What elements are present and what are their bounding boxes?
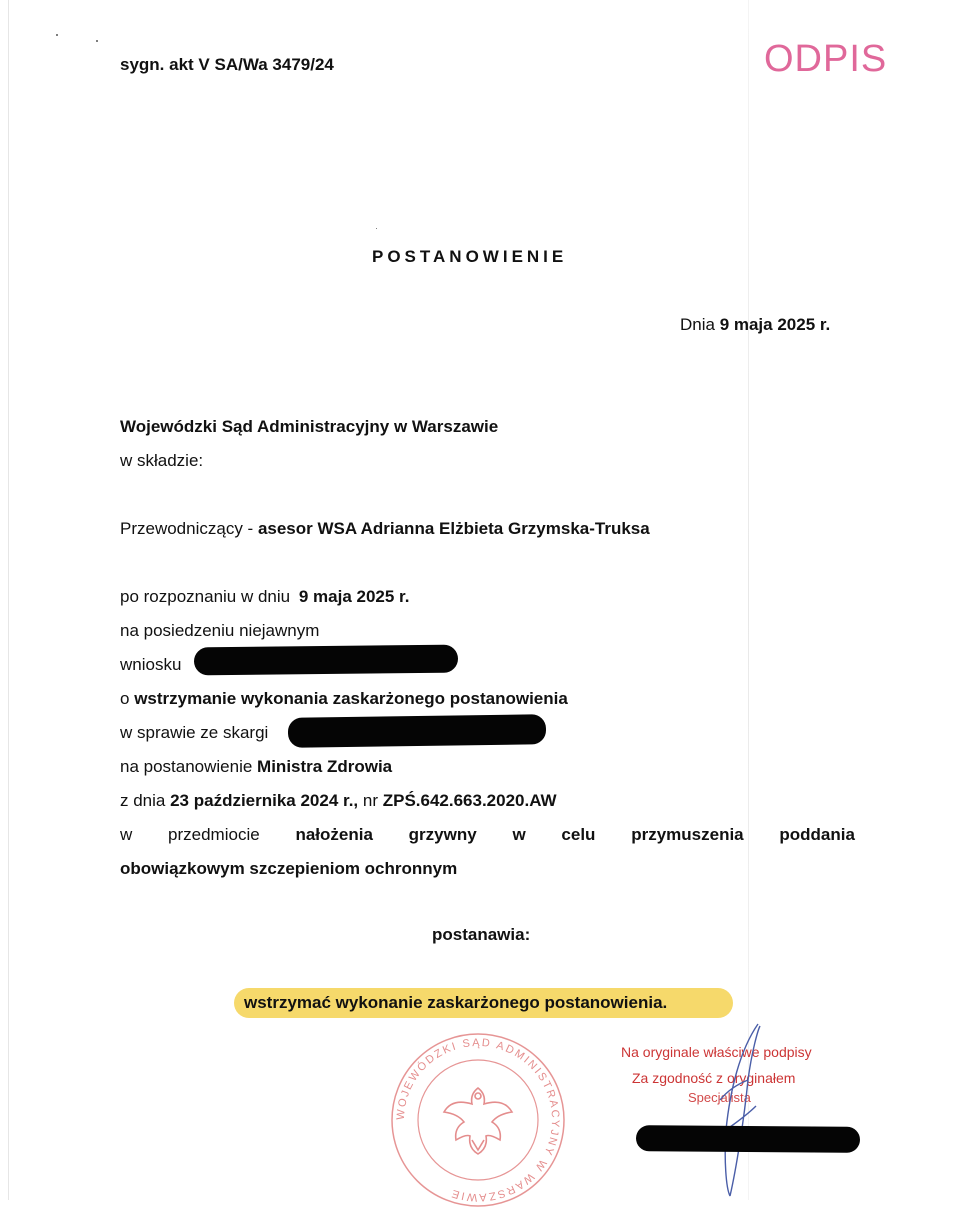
redaction-bar-signatory: [636, 1125, 860, 1153]
motion-line: wniosku: [120, 655, 182, 674]
scan-speck: [96, 40, 98, 42]
complaint-line: w sprawie ze skargi: [120, 723, 269, 742]
court-name: Wojewódzki Sąd Administracyjny w Warszawie: [120, 417, 499, 436]
certification-role: Specjalista: [688, 1090, 751, 1105]
redaction-bar-applicant: [194, 645, 458, 676]
court-seal-icon: [388, 1030, 568, 1210]
certification-conformity: Za zgodność z oryginałem: [632, 1070, 796, 1086]
composition-label: w składzie:: [120, 451, 204, 470]
ruling-text: wstrzymać wykonanie zaskarżonego postanowienia.: [244, 993, 668, 1012]
session-line: na posiedzeniu niejawnym: [120, 621, 320, 640]
decides-heading: postanawia:: [432, 925, 531, 944]
decision-line: na postanowienie Ministra Zdrowia: [120, 757, 393, 776]
page-edge: [8, 0, 9, 1200]
svg-text:WOJEWÓDZKI SĄD ADMINISTRACYJNY: WOJEWÓDZKI SĄD ADMINISTRACYJNY W WARSZAWIE: [394, 1036, 562, 1204]
chair-line: Przewodniczący - asesor WSA Adrianna Elżbieta Grzymska-Truksa: [120, 519, 650, 538]
subject-continuation: obowiązkowym szczepieniom ochronnym: [120, 859, 458, 878]
copy-stamp: ODPIS: [764, 38, 888, 80]
scan-speck: [56, 34, 58, 36]
examined-line: po rozpoznaniu w dniu 9 maja 2025 r.: [120, 587, 410, 606]
document-date: Dnia 9 maja 2025 r.: [680, 315, 831, 334]
case-number: sygn. akt V SA/Wa 3479/24: [120, 55, 334, 74]
handwritten-signature-icon: [700, 1020, 770, 1200]
decision-date-line: z dnia 23 października 2024 r., nr ZPŚ.642.663.2020.AW: [120, 791, 557, 810]
request-line: o wstrzymanie wykonania zaskarżonego postanowienia: [120, 689, 568, 708]
subject-line: w przedmiocie nałożenia grzywny w celu przymuszenia poddania: [120, 825, 855, 844]
redaction-bar-complainant: [288, 714, 546, 748]
document-title: POSTANOWIENIE: [372, 247, 568, 266]
scan-speck: [376, 228, 377, 229]
certification-originals: Na oryginale właściwe podpisy: [621, 1044, 812, 1060]
